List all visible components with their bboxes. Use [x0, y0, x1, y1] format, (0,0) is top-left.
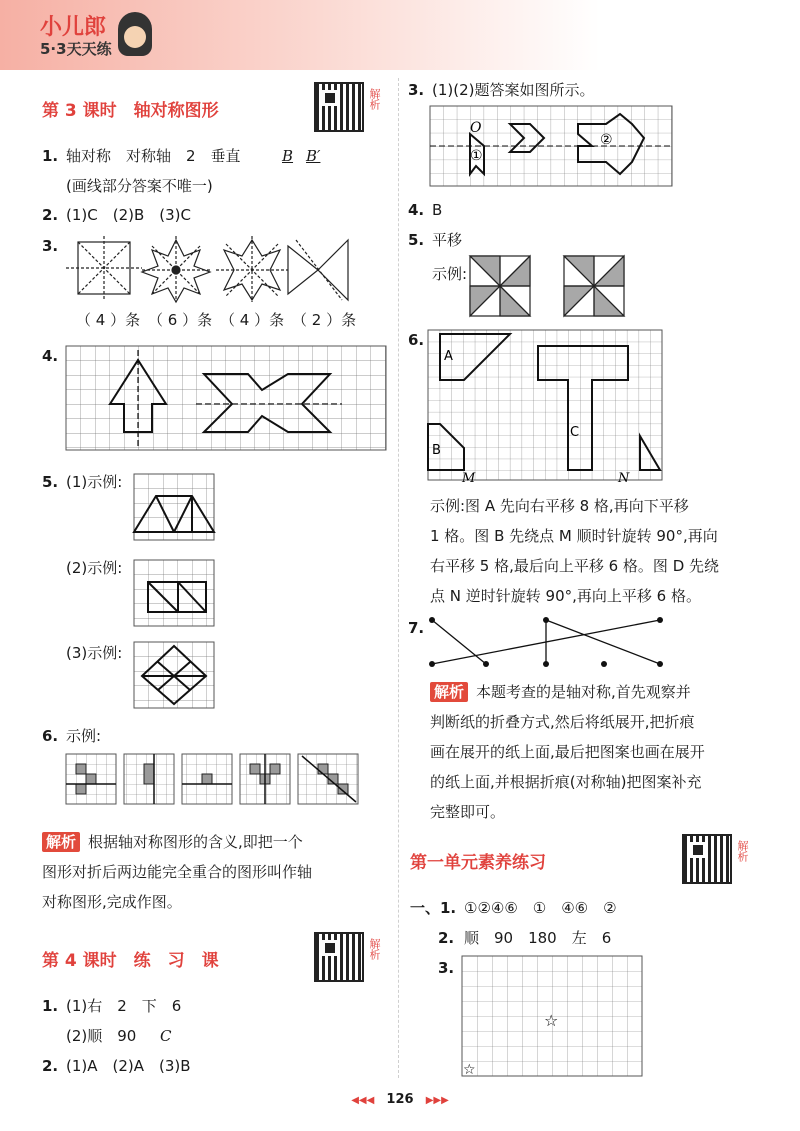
- q1-answer: 轴对称 对称轴 2 垂直: [66, 147, 241, 165]
- p2-answer: (1)A (2)A (3)B: [66, 1057, 191, 1075]
- u2-number: 2.: [438, 929, 455, 947]
- r-q7-number: 7.: [408, 619, 425, 637]
- r-q3-circle-1: ①: [470, 148, 483, 164]
- r-q6-number: 6.: [408, 331, 425, 349]
- page-footer: [0, 1092, 800, 1107]
- star-icon: ☆: [463, 1062, 476, 1078]
- q3-symmetry-figures: [66, 236, 356, 302]
- q6-label: 示例:: [66, 727, 102, 745]
- r-q3-circle-2: ②: [600, 132, 613, 148]
- r-q6-line-3: 右平移 5 格,最后向上平移 6 格。图 D 先绕: [430, 557, 720, 575]
- explanation-1: [42, 832, 303, 852]
- q5-number: 5.: [42, 473, 59, 491]
- explanation-2-line-5: 完整即可。: [430, 803, 506, 821]
- q5-part3: (3)示例:: [66, 644, 123, 662]
- page-number: 126: [386, 1092, 414, 1107]
- series-name: 5·3天天练: [40, 40, 112, 58]
- qr-code-icon[interactable]: [314, 932, 364, 982]
- q1-note: (画线部分答案不唯一): [66, 177, 213, 195]
- explanation-2-line-3: 画在展开的纸上面,最后把图案也画在展开: [430, 743, 705, 761]
- q2-answer: (1)C (2)B (3)C: [66, 206, 191, 224]
- q1-number: 1.: [42, 147, 59, 165]
- qr-code-icon[interactable]: [682, 834, 732, 884]
- explanation-1-line-1: 根据轴对称图形的含义,即把一个: [88, 833, 303, 851]
- prev-arrows: ◀◀◀: [351, 1095, 375, 1106]
- p1-answer-c: C: [160, 1027, 172, 1045]
- brand-logo: 小儿郎: [40, 15, 107, 40]
- q3-label-3: （ 4 ）条: [220, 311, 285, 329]
- star-icon: ☆: [544, 1011, 559, 1030]
- r-q3-grid: [430, 106, 674, 188]
- q3-label-4: （ 2 ）条: [292, 311, 357, 329]
- q1-b: B: [282, 147, 294, 165]
- explanation-1-line-2: 图形对折后两边能完全重合的图形叫作轴: [42, 863, 313, 881]
- p1-answer-b: (2)顺 90: [66, 1027, 137, 1045]
- q1-b-prime: B′: [306, 147, 321, 165]
- u1-number: 一、1.: [410, 899, 457, 917]
- r-q5-number: 5.: [408, 231, 425, 249]
- r-q5-squares: [470, 256, 630, 318]
- q5-grid-1: [134, 474, 216, 542]
- q3-label-2: （ 6 ）条: [148, 311, 213, 329]
- q4-grid: [66, 346, 386, 452]
- q6-grids: [66, 754, 376, 810]
- q6-number: 6.: [42, 727, 59, 745]
- r-q4-number: 4.: [408, 201, 425, 219]
- p1-number: 1.: [42, 997, 59, 1015]
- r-q3-text: (1)(2)题答案如图所示。: [432, 81, 595, 99]
- unit-practice-title: 第一单元素养练习: [410, 853, 546, 873]
- lesson-3-title: 第 3 课时 轴对称图形: [42, 101, 219, 121]
- q5-part1: (1)示例:: [66, 473, 123, 491]
- q3-number: 3.: [42, 237, 59, 255]
- explanation-2-line-4: 的纸上面,并根据折痕(对称轴)把图案补充: [430, 773, 702, 791]
- r-q6-grid: [428, 330, 664, 486]
- qr-label: 解析: [368, 938, 381, 960]
- u3-grid: [462, 956, 644, 1078]
- r-q3-number: 3.: [408, 81, 425, 99]
- q2-number: 2.: [42, 206, 59, 224]
- r-q6-label-a: A: [444, 349, 453, 364]
- qr-code-icon[interactable]: [314, 82, 364, 132]
- r-q6-label-b: B: [432, 443, 441, 458]
- q5-grid-2: [134, 560, 216, 628]
- r-q5-answer: 平移: [432, 231, 463, 249]
- q5-grid-3: [134, 642, 216, 710]
- mascot-icon: [118, 12, 152, 56]
- r-q7-matching: [428, 616, 668, 672]
- next-arrows: ▶▶▶: [425, 1095, 449, 1106]
- explanation-2-line-2: 判断纸的折叠方式,然后将纸展开,把折痕: [430, 713, 695, 731]
- p1-answer-a: (1)右 2 下 6: [66, 997, 182, 1015]
- q5-part2: (2)示例:: [66, 559, 123, 577]
- r-q5-example: 示例:: [432, 265, 468, 283]
- r-q3-point-o: O: [470, 120, 482, 136]
- explanation-2-line-1: 本题考查的是轴对称,首先观察并: [476, 683, 691, 701]
- q3-label-1: （ 4 ）条: [76, 311, 141, 329]
- r-q6-point-n: N: [618, 471, 630, 486]
- r-q6-point-m: M: [462, 471, 476, 486]
- r-q6-line-1: 示例:图 A 先向右平移 8 格,再向下平移: [430, 497, 689, 515]
- explanation-tag: 解析: [430, 682, 468, 702]
- u3-number: 3.: [438, 959, 455, 977]
- explanation-tag: 解析: [42, 832, 80, 852]
- lesson-4-title: 第 4 课时 练 习 课: [42, 951, 219, 971]
- u2-answer: 顺 90 180 左 6: [464, 929, 612, 947]
- p2-number: 2.: [42, 1057, 59, 1075]
- page-header: [0, 0, 800, 70]
- explanation-1-line-3: 对称图形,完成作图。: [42, 893, 182, 911]
- explanation-2: [430, 682, 691, 702]
- column-divider: [398, 78, 399, 1078]
- qr-label: 解析: [368, 88, 381, 110]
- r-q6-line-4: 点 N 逆时针旋转 90°,再向上平移 6 格。: [430, 587, 701, 605]
- r-q6-label-c: C: [570, 425, 580, 440]
- u1-answer: ①②④⑥ ① ④⑥ ②: [464, 899, 617, 917]
- r-q4-answer: B: [432, 201, 443, 219]
- r-q6-line-2: 1 格。图 B 先绕点 M 顺时针旋转 90°,再向: [430, 527, 718, 545]
- q4-number: 4.: [42, 347, 59, 365]
- qr-label: 解析: [736, 840, 749, 862]
